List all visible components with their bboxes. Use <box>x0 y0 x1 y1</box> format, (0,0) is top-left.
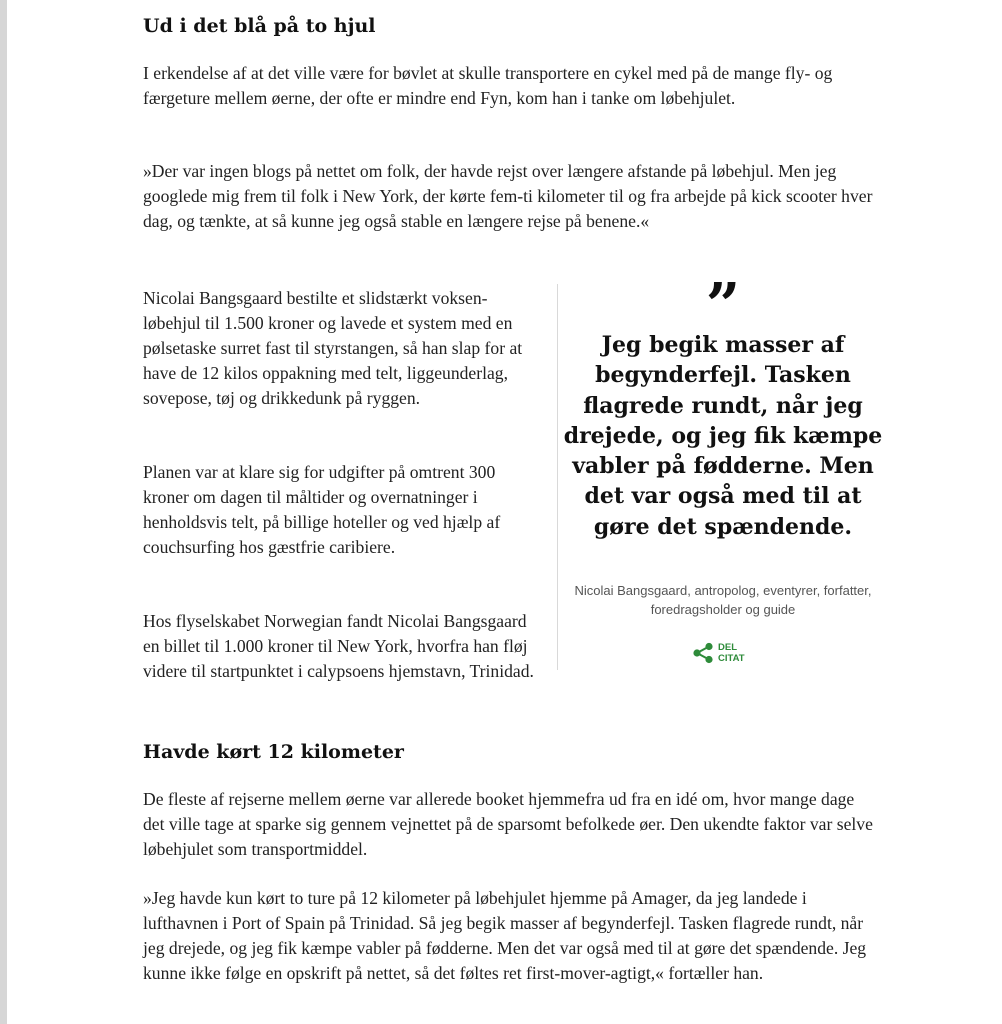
share-icon <box>692 642 714 664</box>
paragraph-budget: Planen var at klare sig for udgifter på omtrent 300 kroner om dagen til måltider og overnatninger i henholdsvis telt, på billige hoteller og ved hjælp af couchsurfing hos gæstfrie caribiere. <box>143 462 501 557</box>
pullquote-credit: Nicolai Bangsgaard, antropolog, eventyrer, forfatter, foredragsholder og guide <box>574 583 872 617</box>
paragraph-bookings: De fleste af rejserne mellem øerne var allerede booket hjemmefra ud fra en idé om, hvor mange dage det ville tage at sparke sig gennem vejnettet på de sparsomt befolkede øer. Den ukendte faktor var selve løbehjulet som transportmiddel. <box>143 789 873 859</box>
quotation-mark-icon: ” <box>705 271 741 341</box>
share-label-line1: DEL <box>718 642 737 653</box>
paragraph-flight: Hos flyselskabet Norwegian fandt Nicolai Bangsgaard en billet til 1.000 kroner til New York, hvorfra han fløj videre til startpunktet i calypsoens hjemstavn, Trinidad. <box>143 611 534 681</box>
section-heading-havde-koert: Havde kørt 12 kilometer <box>143 741 404 763</box>
paragraph-scooter-setup: Nicolai Bangsgaard bestilte et slidstærkt voksen-løbehjul til 1.500 kroner og lavede et system med en pølsetaske surret fast til styrstangen, så han slap for at have de 12 kilos oppakning med telt, liggeunderlag, sovepose, tøj og drikkedunk på ryggen. <box>143 288 523 408</box>
page-left-edge <box>0 0 7 1024</box>
paragraph-quote-amager: »Jeg havde kun kørt to ture på 12 kilometer på løbehjulet hjemme på Amager, da jeg landede i lufthavnen i Port of Spain på Trinidad. Så jeg begik masser af begynderfejl. Tasken flagrede rundt, når jeg drejede, og jeg fik kæmpe vabler på fødderne. Men det var også med til at gøre det spændende. Jeg kunne ikke følge en opskrift på nettet, så det føltes ret first-mover-agtigt,« fortæller han. <box>143 888 867 983</box>
share-quote-button[interactable] <box>692 641 758 665</box>
paragraph-quote-blogs: »Der var ingen blogs på nettet om folk, der havde rejst over længere afstande på løbehjul. Men jeg googlede mig frem til folk i New York, der kørte fem-ti kilometer til og fra arbejde på kick scooter hver dag, og tænkte, at så kunne jeg også stable en længere rejse på benene.« <box>143 161 873 231</box>
section-heading-ud-i-det-blaa: Ud i det blå på to hjul <box>143 15 376 37</box>
paragraph-intro: I erkendelse af at det ville være for bøvlet at skulle transportere en cykel med på de mange fly- og færgeture mellem øerne, der ofte er mindre end Fyn, kom han i tanke om løbehjulet. <box>143 63 833 108</box>
pullquote-box <box>557 271 888 670</box>
pullquote-text: Jeg begik masser af begynderfejl. Tasken flagrede rundt, når jeg drejede, og jeg fik kæmpe vabler på fødderne. Men det var også med til at gøre det spændende. <box>563 332 883 540</box>
share-label-line2: CITAT <box>718 653 745 664</box>
share-quote-label <box>718 642 758 664</box>
